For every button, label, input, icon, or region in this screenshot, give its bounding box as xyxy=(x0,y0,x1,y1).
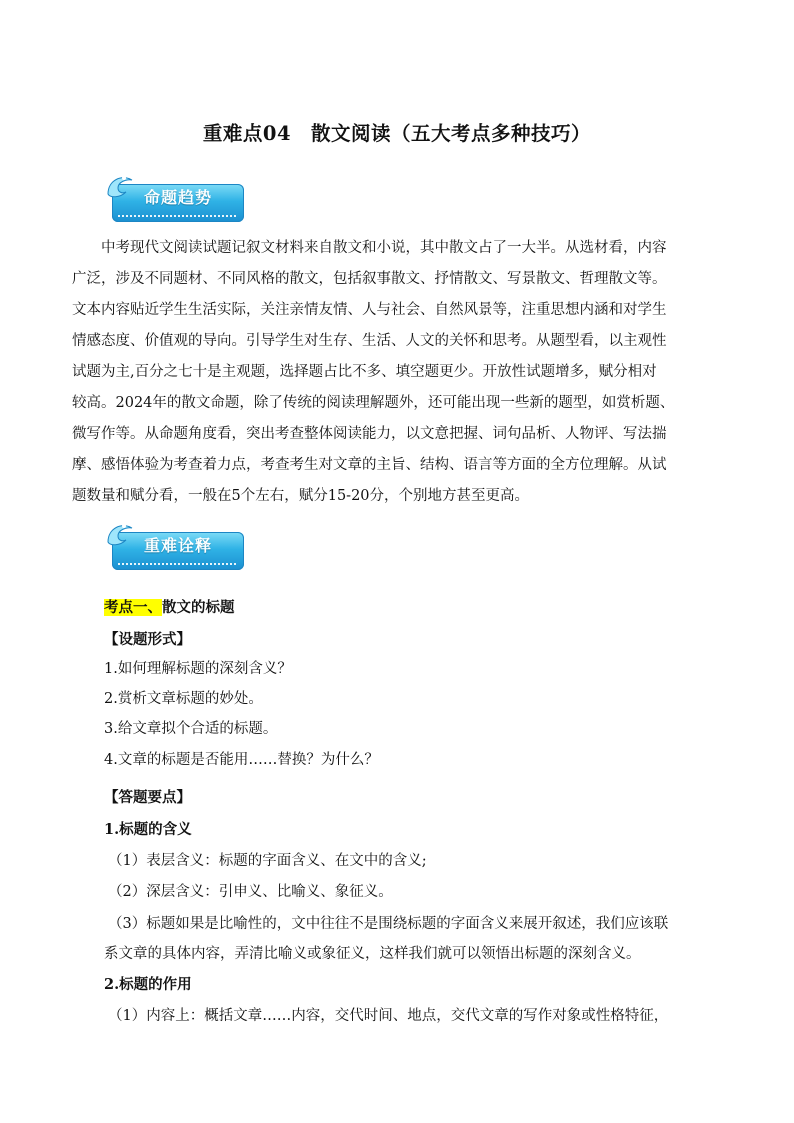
question-item: 3.给文章拟个合适的标题。 xyxy=(104,721,278,737)
intro-line: 文本内容贴近学生生活实际，关注亲情友情、人与社会、自然风景等，注重思想内涵和对学生 xyxy=(72,302,667,318)
answer-label: 【答题要点】 xyxy=(104,789,191,806)
page-title: 重难点04 散文阅读（五大考点多种技巧） xyxy=(202,122,592,145)
intro-line: 微写作等。从命题角度看，突出考查整体阅读能力，以文意把握、词句品析、人物评、写法揣 xyxy=(72,426,667,442)
section-title-topic xyxy=(72,596,724,1056)
banner-label: 命题趋势 xyxy=(144,188,213,207)
answer-item: （3）标题如果是比喻性的，文中往往不是围绕标题的字面含义来展开叙述，我们应该联 xyxy=(108,916,669,932)
form-label: 【设题形式】 xyxy=(104,631,191,648)
intro-line: 情感态度、价值观的导向。引导学生对生存、生活、人文的关怀和思考。从题型看，以主观性 xyxy=(72,333,667,349)
subsection-title: 1.标题的含义 xyxy=(104,821,192,838)
question-item: 4.文章的标题是否能用……替换？为什么？ xyxy=(104,752,379,768)
answer-item: （2）深层含义：引申义、比喻义、象征义。 xyxy=(108,884,393,900)
intro-line: 题数量和赋分看，一般在5个左右，赋分15-20分，个别地方甚至更高。 xyxy=(72,488,530,504)
intro-paragraph xyxy=(72,233,724,512)
banner-wave-decoration xyxy=(118,563,236,571)
answer-item: （1）内容上：概括文章……内容，交代时间、地点，交代文章的写作对象或性格特征， xyxy=(108,1008,669,1024)
banner-label: 重难诠释 xyxy=(144,536,213,555)
intro-line: 摩、感悟体验为考查着力点，考查考生对文章的主旨、结构、语言等方面的全方位理解。从试 xyxy=(72,457,667,473)
intro-line: 广泛，涉及不同题材、不同风格的散文，包括叙事散文、抒情散文、写景散文、哲理散文等。 xyxy=(72,271,667,287)
section-banner-trend xyxy=(108,178,250,226)
heading-text: 散文的标题 xyxy=(162,599,235,616)
answer-item: （1）表层含义：标题的字面含义、在文中的含义; xyxy=(108,853,427,869)
answer-item: 系文章的具体内容，弄清比喻义或象征义，这样我们就可以领悟出标题的深刻含义。 xyxy=(104,946,641,962)
banner-wave-decoration xyxy=(118,215,236,223)
section-banner-explanation xyxy=(108,526,250,574)
intro-line: 中考现代文阅读试题记叙文材料来自散文和小说，其中散文占了一大半。从选材看，内容 xyxy=(101,240,667,256)
wave-curl-icon xyxy=(106,522,136,546)
intro-line: 试题为主,百分之七十是主观题，选择题占比不多、填空题更少。开放性试题增多，赋分相对 xyxy=(72,364,657,380)
heading-highlight: 考点一、 xyxy=(104,599,162,616)
intro-line: 较高。2024年的散文命题，除了传统的阅读理解题外，还可能出现一些新的题型，如赏析题、 xyxy=(72,395,675,411)
question-item: 1.如何理解标题的深刻含义？ xyxy=(104,661,292,677)
question-item: 2.赏析文章标题的妙处。 xyxy=(104,691,263,707)
subsection-title: 2.标题的作用 xyxy=(104,976,192,993)
section-heading xyxy=(104,596,235,617)
wave-curl-icon xyxy=(106,174,136,198)
